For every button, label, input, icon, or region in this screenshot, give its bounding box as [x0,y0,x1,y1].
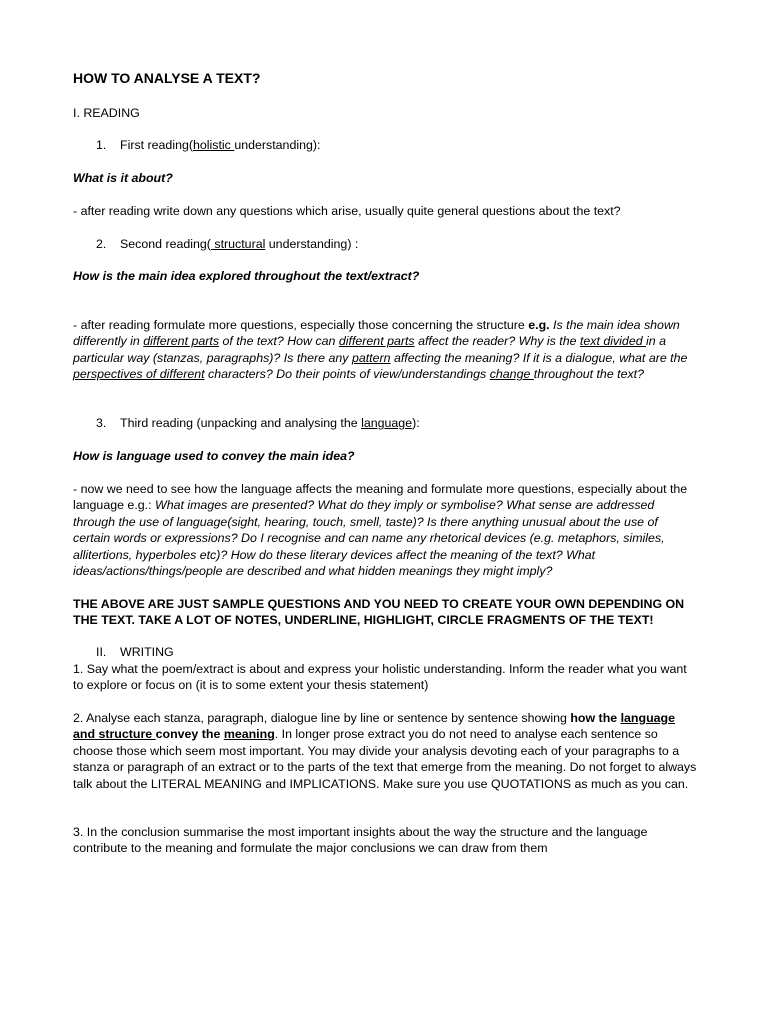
step1-note: - after reading write down any questions which arise, usually quite general questions about the text? [73,204,621,218]
step3-number: 3. [96,416,107,430]
step1-question: What is it about? [73,171,173,185]
writing-item-2: 2. Analyse each stanza, paragraph, dialogue line by line or sentence by sentence showing how the language and structure convey the meaning. In longer prose extract you do not need to analyse each sentence so choose those which seem most important. You may divide your analysis devoting each of your paragraphs to a stanza or paragraph of an extract or to the parts of the text that emerge from the meaning. Do not forget to always talk about the LITERAL MEANING and IMPLICATIONS. Make sure you use QUOTATIONS as much as you can. [73,711,697,791]
section-writing-number: II. [96,645,107,659]
sample-questions-notice: THE ABOVE ARE JUST SAMPLE QUESTIONS AND YOU NEED TO CREATE YOUR OWN DEPENDING ON THE TEXT. TAKE A LOT OF NOTES, UNDERLINE, HIGHLIGHT, CIRCLE FRAGMENTS OF THE TEXT! [73,597,685,628]
step2-number: 2. [96,237,107,251]
step3-question: How is language used to convey the main idea? [73,449,355,463]
step3-label-underlined: language [361,416,413,430]
section-reading-heading: I. READING [73,106,140,120]
writing-item-3: 3. In the conclusion summarise the most important insights about the way the structure and the language contribute to the meaning and formulate the major conclusions we can draw from them [73,825,648,856]
step1-heading [96,137,320,153]
page-title: HOW TO ANALYSE A TEXT? [73,70,261,86]
step2-label-underlined: structural [210,237,266,251]
step2-question: How is the main idea explored throughout the text/extract? [73,269,420,283]
step1-label-underlined: holistic [193,138,235,152]
step3-label-post: ): [412,416,420,430]
step2-label-post: understanding) : [265,237,359,251]
step2-label-pre: Second reading( [120,237,211,251]
writing-item-1: 1. Say what the poem/extract is about and express your holistic understanding. Inform the reader what you want to explore or focus on (it is to some extent your thesis statement) [73,662,687,693]
step3-heading [96,415,420,431]
step1-label-post: understanding): [234,138,321,152]
step3-paragraph: - now we need to see how the language affects the meaning and formulate more questions, especially about the language e.g.: What images are presented? What do they imply or symbolise? What sense are addressed through the use of language(sight, hearing, touch, smell, taste)? Is there anything unusual about the use of certain words or expressions? Do I recognise and can name any rhetorical devices (e.g. metaphors, similes, allitertions, hyperboles etc)? How do these literary devices affect the meaning of the text? What ideas/actions/things/people are described and what hidden meanings they might imply? [73,482,688,579]
step1-label-pre: First reading( [120,138,193,152]
step3-label-pre: Third reading (unpacking and analysing the [120,416,362,430]
step2-heading [96,236,358,252]
step2-paragraph: - after reading formulate more questions, especially those concerning the structure e.g. Is the main idea shown differently in different parts of the text? How can different parts affect the reader? Why is the text divided in a particular way (stanzas, paragraphs)? Is there any pattern affecting the meaning? If it is a dialogue, what are the perspectives of different characters? Do their points of view/understandings change throughout the text? [73,318,688,382]
step1-number: 1. [96,138,107,152]
section-writing-label: WRITING [120,645,174,659]
section-writing-heading [96,644,174,660]
